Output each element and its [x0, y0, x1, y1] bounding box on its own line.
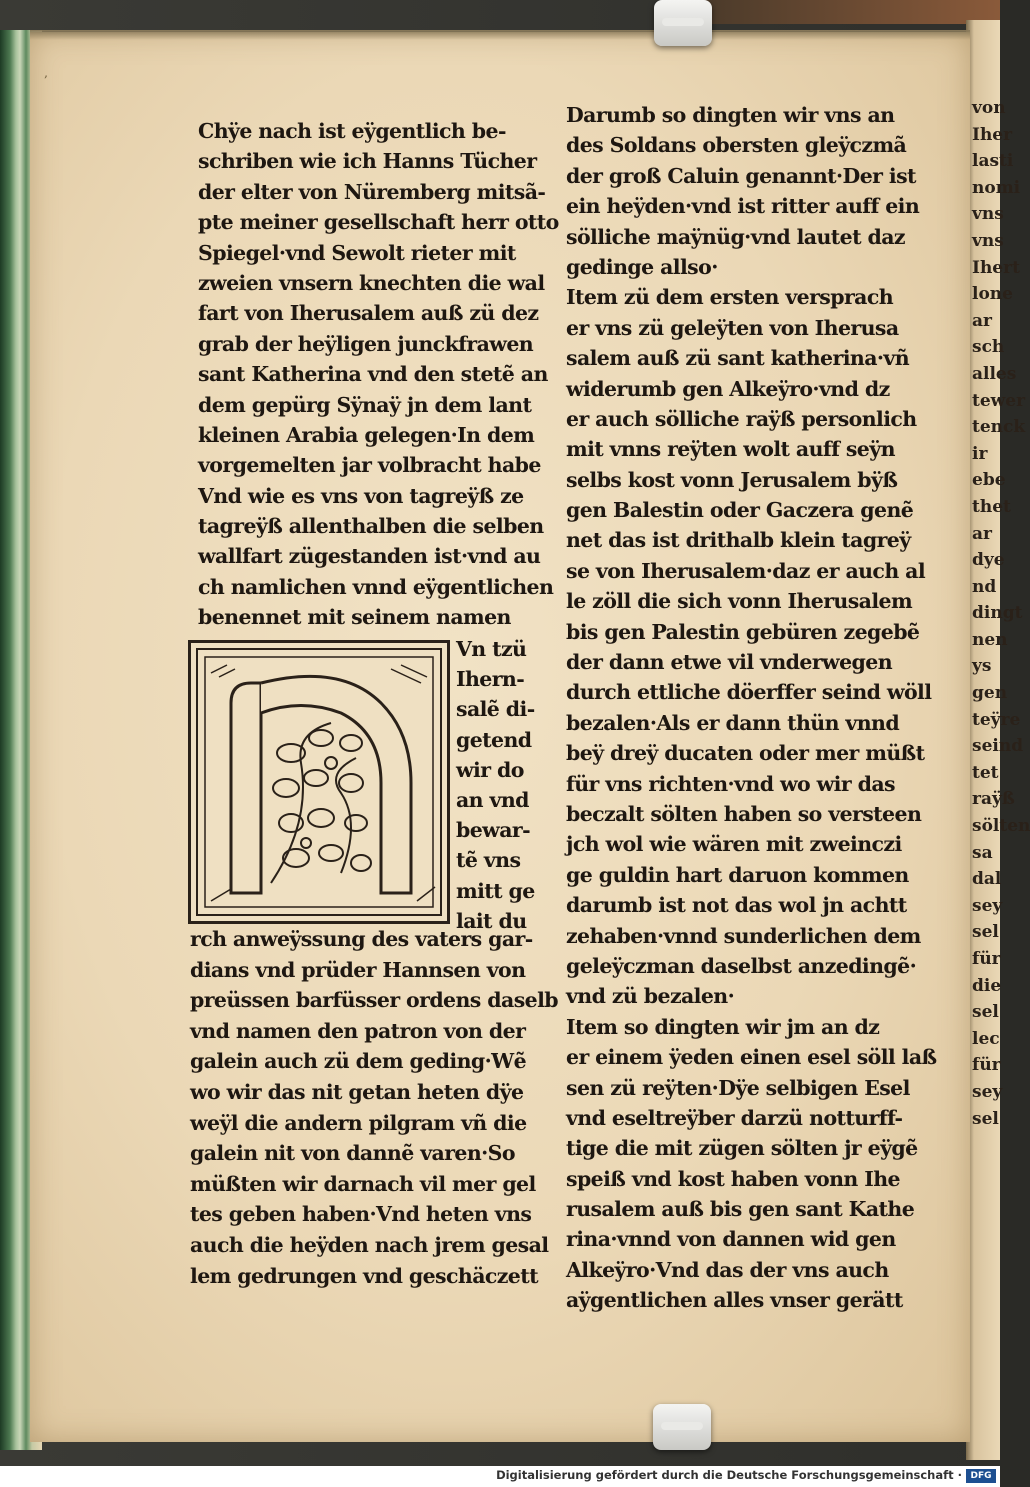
edge-text-fragment: vns [972, 204, 1004, 225]
edge-text-fragment: tet [972, 762, 999, 783]
text-line: se von Iherusalem·daz er auch al [566, 558, 926, 583]
text-line: wo wir das nit getan heten dÿe [190, 1079, 524, 1104]
edge-text-fragment: sölten [972, 816, 1030, 837]
edge-text-fragment: nomi [972, 177, 1021, 198]
edge-text-fragment: nen [972, 629, 1008, 650]
edge-text-fragment: ir [972, 443, 988, 464]
text-line: galein auch zü dem geding·Wẽ [190, 1049, 527, 1074]
text-line: sant Katherina vnd den stetẽ an [198, 362, 548, 387]
funding-credit: Digitalisierung gefördert durch die Deutsche Forschungsgemeinschaft · [496, 1468, 962, 1482]
text-line: vorgemelten jar volbracht habe [198, 453, 541, 478]
text-line: bewar- [456, 818, 531, 843]
text-line: wallfart zügestanden ist·vnd au [198, 544, 541, 569]
text-line: vnd eseltreÿber darzü notturff- [566, 1105, 903, 1130]
text-line: fart von Iherusalem auß zü dez [198, 301, 539, 326]
page-clip-top [654, 0, 712, 46]
edge-text-fragment: gen [972, 683, 1008, 704]
edge-text-fragment: lec [972, 1028, 1000, 1049]
text-line: salẽ di- [456, 697, 535, 722]
text-line: getend [456, 727, 532, 752]
text-line: darumb ist not das wol jn achtt [566, 893, 907, 918]
text-line: rina·vnnd von dannen wid gen [566, 1227, 896, 1252]
left-text-column [198, 116, 559, 633]
text-line: sölliche maÿnüg·vnd lautet daz [566, 224, 905, 249]
edge-text-fragment: tenck [972, 417, 1026, 438]
text-line: Item so dingten wir jm an dz [566, 1014, 880, 1039]
edge-text-fragment: sey [972, 1081, 1003, 1102]
text-line: benennet mit seinem namen [198, 605, 511, 630]
text-line: tige die mit zügen sölten jr eÿgẽ [566, 1136, 918, 1161]
text-line: auch die heÿden nach jrem gesal [190, 1232, 549, 1257]
text-line: vnd namen den patron von der [190, 1018, 526, 1043]
edge-text-fragment: sa [972, 842, 993, 863]
text-line: er auch sölliche raÿß personlich [566, 406, 917, 431]
page-shadow [30, 30, 970, 40]
text-line: bis gen Palestin gebüren zegebẽ [566, 619, 920, 644]
edge-text-fragment: sch [972, 337, 1005, 358]
edge-text-fragment: sel [972, 1002, 999, 1023]
edge-text-fragment: alles [972, 363, 1017, 384]
text-line: net das ist drithalb klein tagreÿ [566, 528, 911, 553]
edge-text-fragment: tewer [972, 390, 1026, 411]
text-line: Chÿe nach ist eÿgentlich be- [198, 119, 506, 143]
text-line: jch wol wie wären mit zweinczi [566, 832, 902, 857]
text-line: grab der heÿligen junckfrawen [198, 331, 534, 356]
text-line: Ihern- [456, 667, 525, 692]
text-line: gen Balestin oder Gaczera genẽ [566, 498, 914, 523]
edge-text-fragment: raÿß [972, 789, 1015, 810]
edge-text-fragment: Ihert [972, 257, 1020, 278]
text-line: selbs kost vonn Jerusalem bÿß [566, 467, 898, 492]
edge-text-fragment: ebe [972, 470, 1006, 491]
text-line: er einem ÿeden einen esel söll laß [566, 1045, 937, 1070]
text-line: ein heÿden·vnd ist ritter auff ein [566, 194, 920, 219]
page-clip-bottom [653, 1404, 711, 1450]
edge-text-fragment: sel [972, 922, 999, 943]
text-line: le zöll die sich vonn Iherusalem [566, 589, 913, 614]
edge-text-fragment: nd [972, 576, 997, 597]
edge-text-fragment: die [972, 975, 1002, 996]
text-line: galein nit von dannẽ varen·So [190, 1141, 515, 1166]
text-line: tes geben haben·Vnd heten vns [190, 1202, 532, 1227]
text-line: schriben wie ich Hanns Tücher [198, 149, 537, 174]
text-line: zehaben·vnnd sunderlichen dem [566, 923, 921, 948]
text-line: gedinge allso· [566, 254, 718, 279]
edge-text-fragment: vns [972, 230, 1004, 251]
edge-text-fragment: für [972, 1055, 1001, 1076]
text-line: ge guldin hart daruon kommen [566, 862, 909, 887]
edge-text-fragment: lasti [972, 151, 1014, 172]
text-line: preüssen barfüsser ordens daselb [190, 988, 559, 1013]
text-line: sen zü reÿten·Dÿe selbigen Esel [566, 1075, 910, 1100]
text-line: durch ettliche döerffer seind wöll [566, 680, 932, 705]
text-line: dians vnd prüder Hannsen von [190, 957, 526, 982]
text-line: tagreÿß allenthalben die selben [198, 514, 544, 539]
text-line: aÿgentlichen alles vnser gerätt [566, 1288, 903, 1313]
edge-text-fragment: thet [972, 496, 1011, 517]
text-line: kleinen Arabia gelegen·In dem [198, 422, 535, 447]
text-line: lem gedrungen vnd geschäczett [190, 1263, 538, 1288]
text-line: vnd zü bezalen· [566, 984, 735, 1009]
text-line: lait du [456, 908, 527, 933]
text-line: salem auß zü sant katherina·vñ [566, 346, 910, 371]
text-line: Vnd wie es vns von tagreÿß ze [198, 483, 524, 508]
text-line: der dann etwe vil vnderwegen [566, 650, 893, 675]
text-line: speiß vnd kost haben vonn Ihe [566, 1166, 901, 1191]
text-line: wir do [456, 757, 524, 782]
book-edge-top [700, 0, 1000, 24]
edge-text-fragment: sel [972, 1108, 999, 1129]
text-line: weÿl die andern pilgram vñ die [190, 1110, 527, 1135]
text-line: widerumb gen Alkeÿro·vnd dz [566, 376, 890, 401]
dfg-logo: DFG [966, 1469, 996, 1483]
text-line: Vn tzü [456, 637, 527, 661]
text-line: pte meiner gesellschaft herr otto [198, 210, 559, 235]
text-line: an vnd [456, 787, 529, 812]
facing-page-text-fragments [972, 95, 1030, 1132]
edge-text-fragment: dye [972, 550, 1005, 571]
text-line: mit vnns reÿten wolt auff seÿn [566, 437, 895, 462]
edge-text-fragment: ar [972, 523, 992, 544]
text-line: müßten wir darnach vil mer gel [190, 1171, 536, 1196]
narrow-text-column [456, 634, 535, 936]
edge-text-fragment: für [972, 949, 1001, 969]
edge-text-fragment: seind [972, 736, 1024, 757]
text-line: bezalen·Als er dann thün vnnd [566, 710, 900, 735]
text-line: rusalem auß bis gen sant Kathe [566, 1197, 915, 1222]
text-line: Darumb so dingten wir vns an [566, 103, 895, 127]
edge-text-fragment: Iher [972, 124, 1013, 145]
text-line: tẽ vns [456, 848, 521, 873]
text-line: des Soldans obersten gleÿczmã [566, 133, 907, 158]
edge-text-fragment: ar [972, 310, 992, 331]
edge-text-fragment: dingt [972, 603, 1023, 624]
text-line: ch namlichen vnnd eÿgentlichen [198, 574, 554, 599]
woodcut-initial-n [191, 643, 447, 921]
text-line: der elter von Nüremberg mitsã- [198, 179, 546, 204]
text-line: beczalt sölten haben so versteen [566, 801, 922, 826]
right-text-column [566, 100, 937, 1316]
text-line: beÿ dreÿ ducaten oder mer müßt [566, 741, 925, 766]
edge-text-fragment: ys [972, 656, 992, 677]
text-line: mitt ge [456, 878, 535, 903]
text-line: rch anweÿssung des vaters gar- [190, 927, 533, 951]
edge-text-fragment: sey [972, 895, 1003, 916]
text-line: geleÿczman daselbst anzedingẽ· [566, 953, 917, 978]
text-line: Alkeÿro·Vnd das der vns auch [566, 1257, 889, 1282]
edge-text-fragment: lone [972, 284, 1013, 305]
text-line: zweien vnsern knechten die wal [198, 270, 545, 295]
text-line: dem gepürg Sÿnaÿ jn dem lant [198, 392, 532, 417]
text-line: der groß Caluin genannt·Der ist [566, 163, 916, 188]
text-line: er vns zü geleÿten von Iherusa [566, 315, 899, 340]
footer-bar [0, 1466, 1000, 1487]
text-line: für vns richten·vnd wo wir das [566, 771, 895, 796]
edge-text-fragment: dal [972, 869, 1002, 890]
text-line: Spiegel·vnd Sewolt rieter mit [198, 240, 516, 265]
text-line: Item zü dem ersten versprach [566, 285, 894, 310]
decorated-initial-letter [188, 640, 450, 924]
page-mark [44, 66, 50, 72]
edge-text-fragment: teÿre [972, 709, 1021, 730]
left-lower-text-column [190, 924, 558, 1291]
edge-text-fragment: von [972, 98, 1006, 118]
